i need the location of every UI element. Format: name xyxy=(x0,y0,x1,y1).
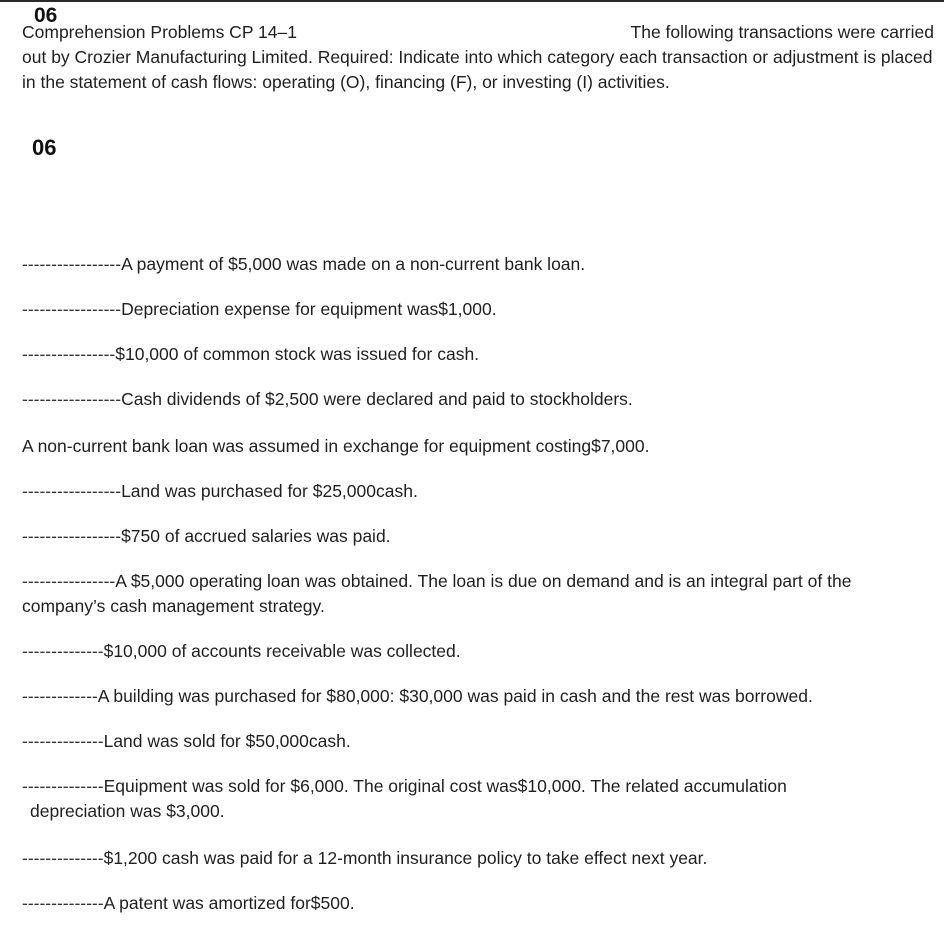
transaction-item xyxy=(22,846,927,871)
answer-blank[interactable]: -------------- xyxy=(22,776,104,796)
answer-blank[interactable]: ---------------- xyxy=(22,344,116,364)
answer-blank[interactable]: -------------- xyxy=(22,731,104,751)
transaction-text: $1,200 cash was paid for a 12-month insurance policy to take effect next year. xyxy=(103,848,708,868)
transaction-text: A $5,000 operating loan was obtained. The loan is due on demand and is an integral part of the company’s cash management strategy. xyxy=(22,571,852,616)
answer-blank[interactable]: ----------------- xyxy=(22,481,122,501)
transaction-item xyxy=(22,297,927,322)
transaction-text: $750 of accrued salaries was paid. xyxy=(121,526,391,546)
transaction-text: Equipment was sold for $6,000. The original cost was$10,000. The related accumulation xyxy=(103,776,787,796)
transaction-text: A payment of $5,000 was made on a non-current bank loan. xyxy=(121,254,586,274)
answer-blank[interactable]: ------------- xyxy=(22,686,98,706)
transaction-item xyxy=(22,524,927,549)
transaction-text: Depreciation expense for equipment was$1,000. xyxy=(121,299,497,319)
answer-blank[interactable]: -------------- xyxy=(22,641,104,661)
transaction-item xyxy=(22,729,927,754)
answer-blank[interactable]: ---------------- xyxy=(22,571,116,591)
transaction-text: Land was purchased for $25,000cash. xyxy=(121,481,418,501)
transaction-text: Land was sold for $50,000cash. xyxy=(103,731,351,751)
transaction-item xyxy=(22,639,927,664)
intro-paragraph: out by Crozier Manufacturing Limited. Required: Indicate into which category each transaction or adjustment is placed in the statement of cash flows: operating (O), financing (F), or investing (I) activities. xyxy=(22,47,933,92)
answer-blank[interactable]: -------------- xyxy=(22,893,104,913)
transaction-item xyxy=(22,569,927,619)
transaction-text: A building was purchased for $80,000: $30,000 was paid in cash and the rest was borrowed. xyxy=(97,686,813,706)
transaction-item xyxy=(22,387,927,412)
intro-start: The following transactions were carried xyxy=(630,22,934,42)
transaction-item xyxy=(22,774,927,824)
transaction-text: Cash dividends of $2,500 were declared and paid to stockholders. xyxy=(121,389,633,409)
transaction-item xyxy=(22,684,927,709)
transaction-text: $10,000 of common stock was issued for cash. xyxy=(115,344,480,364)
transaction-item xyxy=(22,252,927,277)
transaction-item xyxy=(22,434,927,459)
transaction-text: $10,000 of accounts receivable was collected. xyxy=(103,641,461,661)
top-border-rule xyxy=(0,0,944,2)
answer-blank[interactable]: -------------- xyxy=(22,848,104,868)
transaction-item xyxy=(22,342,927,367)
answer-blank[interactable]: ----------------- xyxy=(22,254,122,274)
answer-blank[interactable]: ----------------- xyxy=(22,526,122,546)
transaction-item xyxy=(22,479,927,504)
answer-blank[interactable]: ----------------- xyxy=(22,299,122,319)
problem-title: Comprehension Problems CP 14–1 xyxy=(22,22,297,42)
transaction-text-continued: depreciation was $3,000. xyxy=(30,801,225,821)
section-number-top: 06 xyxy=(34,4,58,27)
answer-blank[interactable]: ----------------- xyxy=(22,389,122,409)
transaction-item xyxy=(22,891,927,916)
transaction-text: A patent was amortized for$500. xyxy=(103,893,355,913)
section-number: 06 xyxy=(32,135,57,160)
transaction-text: A non-current bank loan was assumed in exchange for equipment costing$7,000. xyxy=(22,436,650,456)
header-line xyxy=(22,20,934,45)
